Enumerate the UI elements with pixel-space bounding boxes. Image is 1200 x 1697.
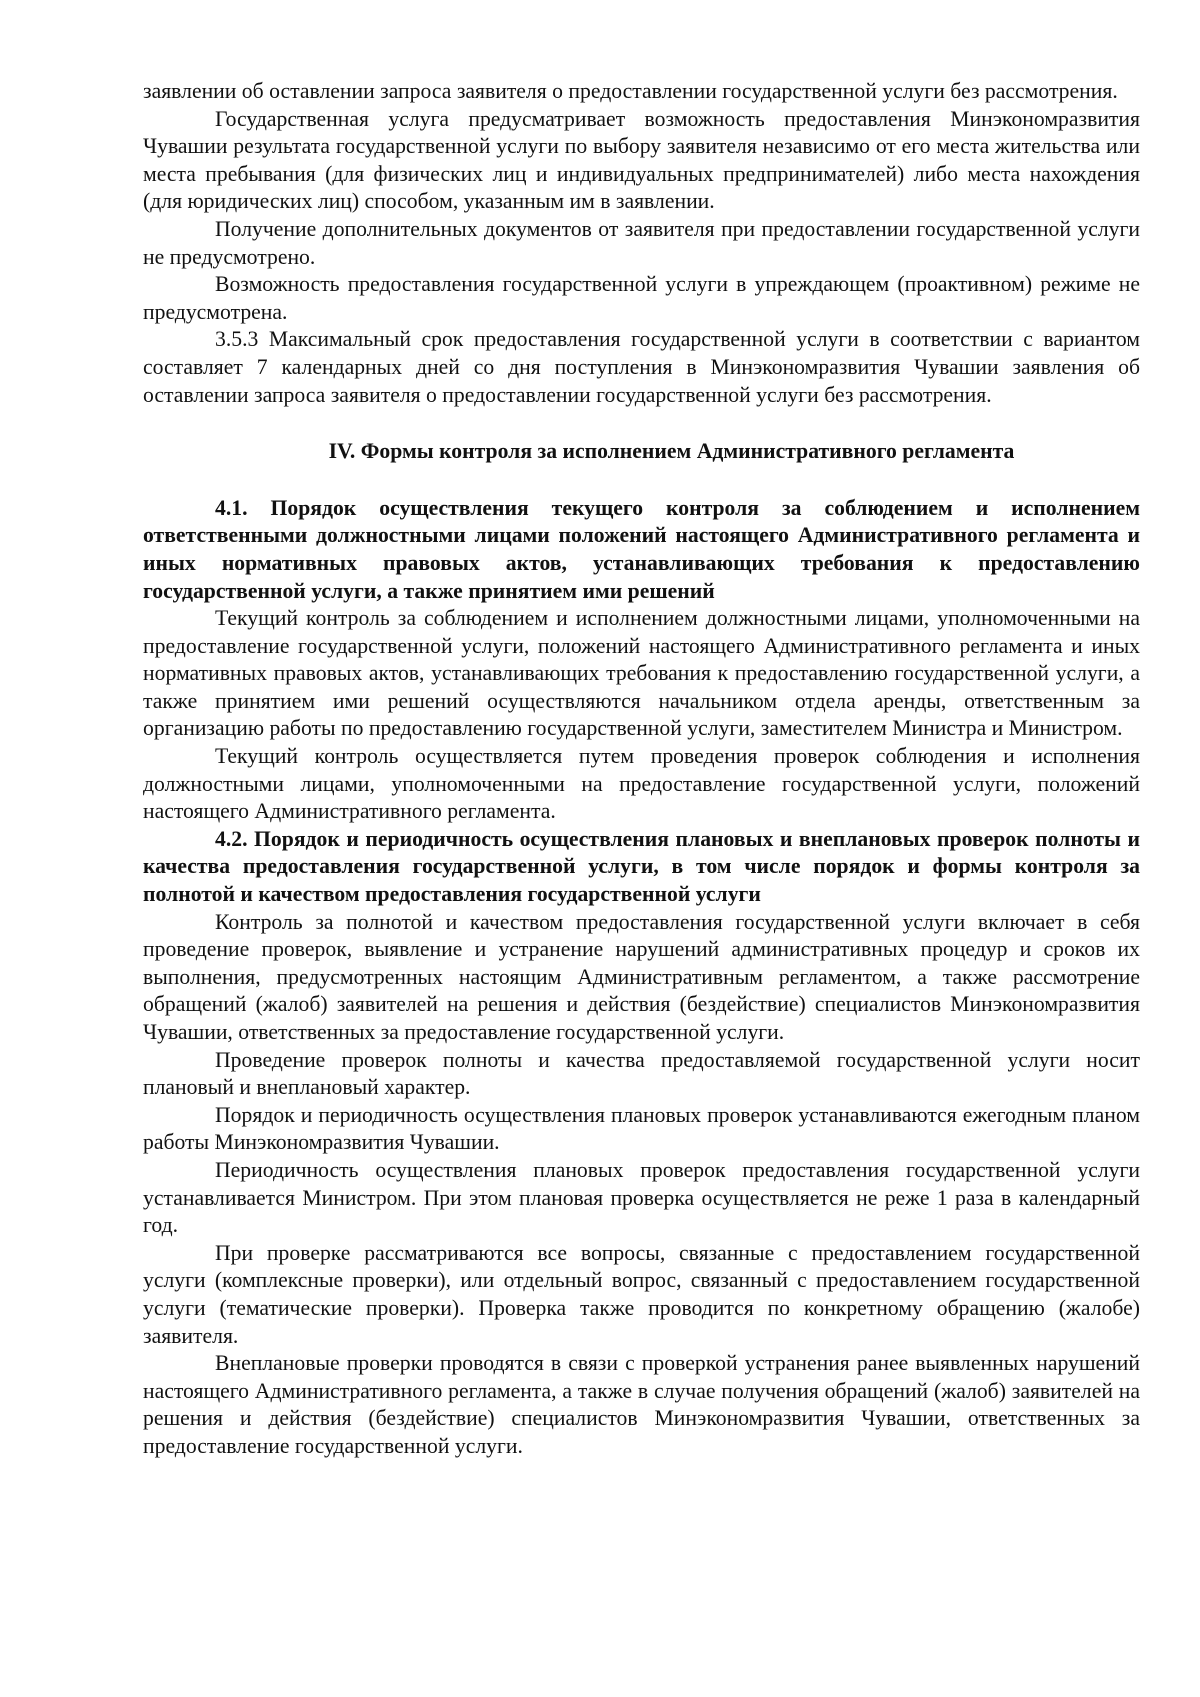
- paragraph: Периодичность осуществления плановых проверок предоставления государственной услуги устанавливается Министром. При этом плановая проверка осуществляется не реже 1 раза в календарный год.: [143, 1157, 1140, 1238]
- paragraph: Проведение проверок полноты и качества предоставляемой государственной услуги носит плановый и внеплановый характер.: [143, 1047, 1140, 1100]
- paragraph: Порядок и периодичность осуществления плановых проверок устанавливаются ежегодным планом работы Минэкономразвития Чувашии.: [143, 1102, 1140, 1155]
- paragraph: Возможность предоставления государственной услуги в упреждающем (проактивном) режиме не предусмотрена.: [143, 272, 1140, 324]
- document-body: [143, 78, 1140, 1461]
- paragraph: Внеплановые проверки проводятся в связи с проверкой устранения ранее выявленных нарушений настоящего Административного регламента, а также в случае получения обращений (жалоб) заявителей на решения и действия (бездействие) специалистов Минэкономразвития Чувашии, ответственных за предоставление государственной услуги.: [143, 1351, 1140, 1458]
- paragraph: При проверке рассматриваются все вопросы, связанные с предоставлением государственной услуги (комплексные проверки), или отдельный вопрос, связанный с предоставлением государственной услуги (тематические проверки). Проверка также проводится по конкретному обращению (жалобе) заявителя.: [143, 1240, 1140, 1348]
- paragraph: Получение дополнительных документов от заявителя при предоставлении государственной услуги не предусмотрено.: [143, 216, 1140, 269]
- paragraph: Текущий контроль за соблюдением и исполнением должностными лицами, уполномоченными на предоставление государственной услуги, положений настоящего Административного регламента и иных нормативных правовых актов, устанавливающих требования к предоставлению государственной услуги, а также принятием ими решений осуществляются начальником отдела аренды, ответственным за организацию работы по предоставлению государственной услуги, заместителем Министра и Министром.: [143, 606, 1140, 741]
- subsection-heading-4-1: 4.1. Порядок осуществления текущего контроля за соблюдением и исполнением ответственными должностными лицами положений настоящего Административного регламента и иных нормативных правовых актов, устанавливающих требования к предоставлению государственной услуги, а также принятием ими решений: [143, 495, 1140, 603]
- paragraph-continuation: заявлении об оставлении запроса заявителя о предоставлении государственной услуги без рассмотрения.: [143, 79, 1118, 103]
- paragraph: Государственная услуга предусматривает возможность предоставления Минэкономразвития Чувашии результата государственной услуги по выбору заявителя независимо от его места жительства или места пребывания (для физических лиц и индивидуальных предпринимателей) либо места нахождения (для юридических лиц) способом, указанным им в заявлении.: [143, 106, 1140, 214]
- paragraph: Контроль за полнотой и качеством предоставления государственной услуги включает в себя проведение проверок, выявление и устранение нарушений административных процедур и сроков их выполнения, предусмотренных настоящим Административным регламентом, а также рассмотрение обращений (жалоб) заявителей на решения и действия (бездействие) специалистов Минэкономразвития Чувашии, ответственных за предоставление государственной услуги.: [143, 909, 1140, 1044]
- section-heading: IV. Формы контроля за исполнением Административного регламента: [328, 439, 1015, 464]
- paragraph: Текущий контроль осуществляется путем проведения проверок соблюдения и исполнения должностными лицами, уполномоченными на предоставление государственной услуги, положений настоящего Административного регламента.: [143, 744, 1140, 824]
- subsection-heading-4-2: 4.2. Порядок и периодичность осуществления плановых и внеплановых проверок полноты и качества предоставления государственной услуги, в том числе порядок и формы контроля за полнотой и качеством предоставления государственной услуги: [143, 826, 1140, 907]
- paragraph: 3.5.3 Максимальный срок предоставления государственной услуги в соответствии с вариантом составляет 7 календарных дней со дня поступления в Минэкономразвития Чувашии заявления об оставлении запроса заявителя о предоставлении государственной услуги без рассмотрения.: [143, 327, 1140, 407]
